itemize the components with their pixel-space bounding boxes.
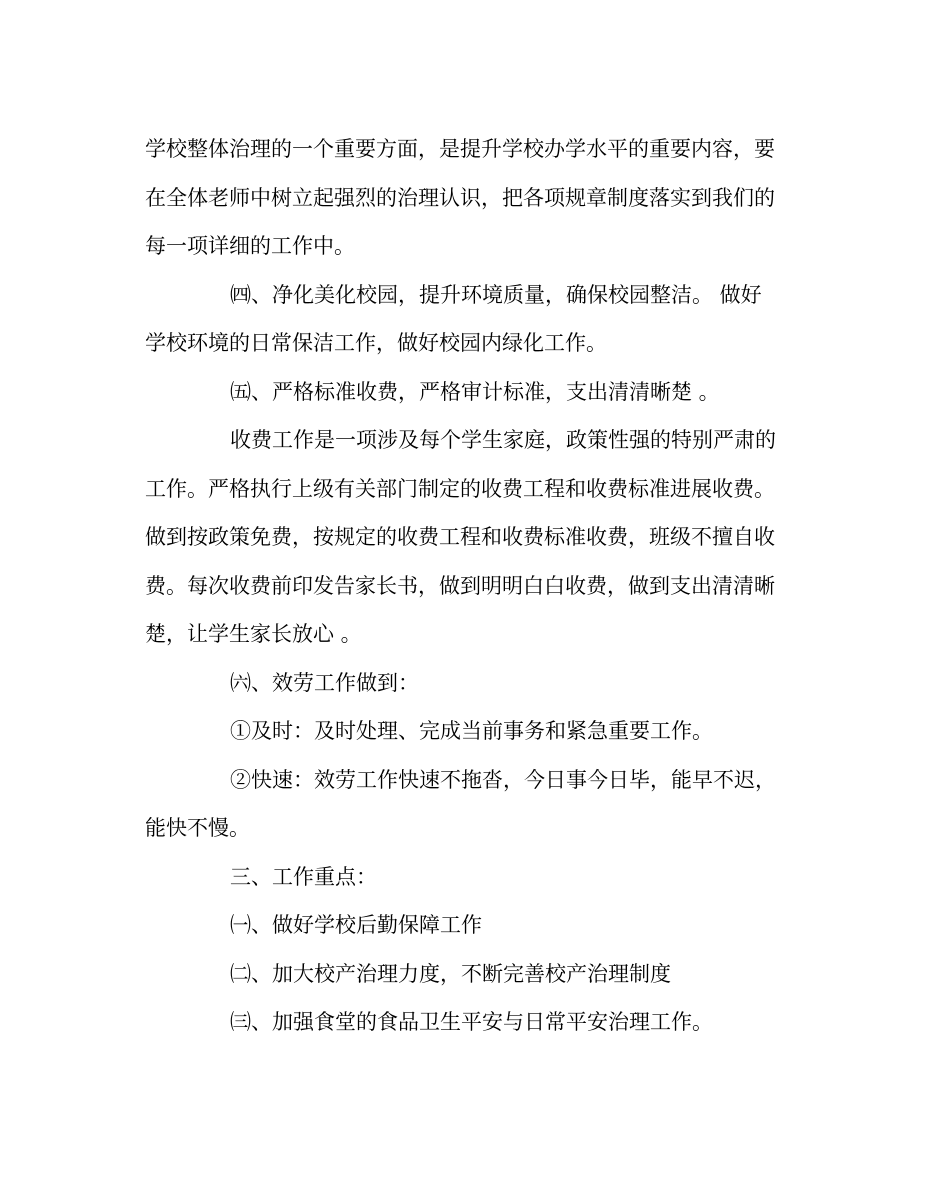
text-line: 在全体老师中树立起强烈的治理认识，把各项规章制度落实到我们的: [145, 185, 775, 210]
list-item: ㈠、做好学校后勤保障工作: [230, 913, 482, 937]
list-item: ㈢、加强食堂的食品卫生平安与日常平安治理工作。: [230, 1010, 713, 1034]
list-item: ㈡、加大校产治理力度，不断完善校产治理制度: [230, 961, 671, 986]
text-line: 做到按政策免费，按规定的收费工程和收费标准收费，班级不擅自收: [145, 525, 775, 549]
text-line: 能快不慢。: [145, 816, 250, 840]
section-heading: 三、工作重点：: [230, 864, 377, 889]
section-heading: ㈤、严格标准收费，严格审计标准，支出清清晰楚 。: [230, 379, 720, 404]
text-line: 楚，让学生家长放心 。: [145, 622, 362, 646]
text-line: 费。每次收费前印发告家长书，做到明明白白收费，做到支出清清晰: [145, 573, 775, 598]
section-heading: ㈥、效劳工作做到：: [230, 670, 419, 695]
section-heading: ㈣、净化美化校园，提升环境质量，确保校园整洁。 做好: [230, 282, 762, 307]
text-line: 学校整体治理的一个重要方面，是提升学校办学水平的重要内容，要: [145, 137, 775, 161]
text-line: 收费工作是一项涉及每个学生家庭，政策性强的特别严肃的: [230, 428, 776, 452]
document-body: [145, 125, 805, 1047]
list-item: ②快速：效劳工作快速不拖沓，今日事今日毕，能早不迟，: [230, 767, 776, 792]
text-line: 每一项详细的工作中。: [145, 234, 355, 258]
list-item: ①及时：及时处理、完成当前事务和紧急重要工作。: [230, 719, 713, 743]
text-line: 学校环境的日常保洁工作，做好校园内绿化工作。: [145, 331, 607, 355]
text-line: 工作。严格执行上级有关部门制定的收费工程和收费标准进展收费。: [145, 476, 775, 501]
